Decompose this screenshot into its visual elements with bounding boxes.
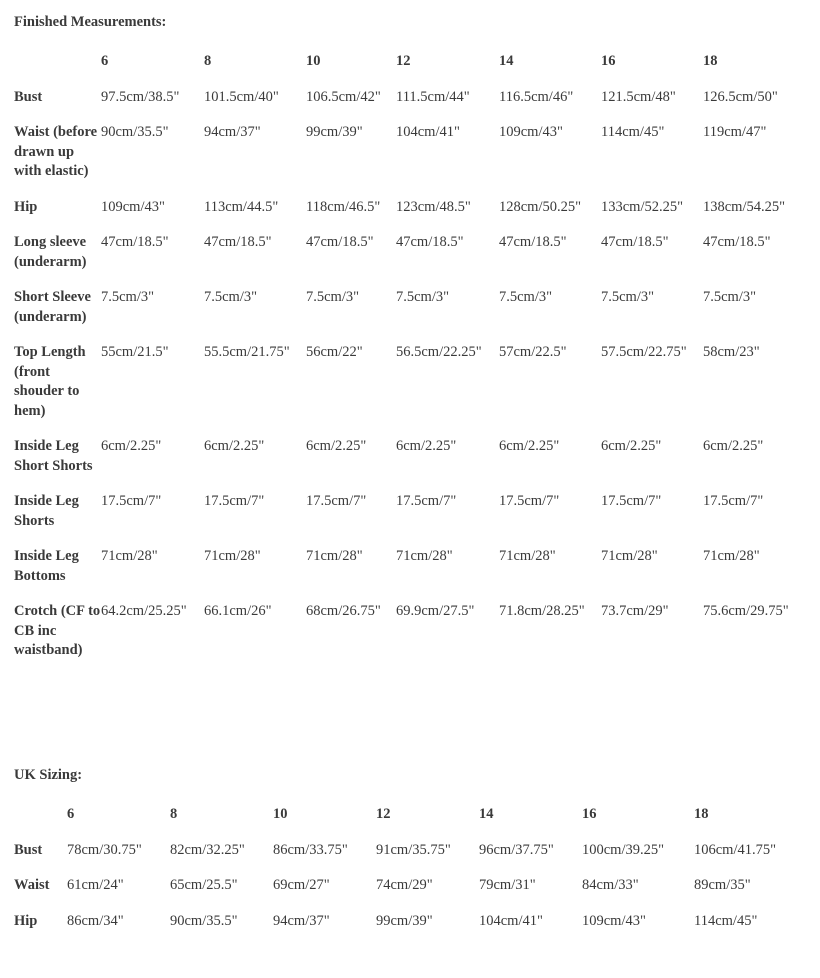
measurement-cell: 121.5cm/48" [601,88,676,105]
measurement-cell: 78cm/30.75" [67,841,142,858]
measurement-cell: 113cm/44.5" [204,198,279,215]
measurement-cell: 71.8cm/28.25" [499,603,585,619]
measurement-cell: 90cm/35.5" [101,124,169,140]
size-header: 12 [396,53,411,69]
size-header: 16 [582,806,597,822]
measurement-cell: 6cm/2.25" [204,438,265,454]
measurement-cell: 94cm/37" [204,124,261,140]
measurement-cell: 99cm/39" [376,912,433,929]
measurement-row [14,602,803,677]
measurement-cell: 104cm/41" [396,124,460,140]
row-label: Inside Leg Short Shorts [14,438,93,474]
row-label: Hip [14,198,38,215]
size-header: 6 [101,53,109,69]
measurement-cell: 55cm/21.5" [101,344,169,360]
measurement-cell: 71cm/28" [306,548,363,564]
measurement-cell: 97.5cm/38.5" [101,88,180,105]
measurement-cell: 17.5cm/7" [396,493,457,509]
measurement-cell: 17.5cm/7" [101,493,162,509]
measurement-cell: 47cm/18.5" [306,234,374,250]
row-label: Waist [14,877,50,893]
measurement-cell: 17.5cm/7" [306,493,367,509]
measurement-cell: 47cm/18.5" [101,234,169,250]
size-header: 12 [376,806,391,822]
measurement-cell: 100cm/39.25" [582,841,665,858]
measurement-cell: 57.5cm/22.75" [601,344,687,360]
measurement-cell: 69.9cm/27.5" [396,603,475,619]
measurement-cell: 116.5cm/46" [499,88,574,105]
measurement-cell: 17.5cm/7" [601,493,662,509]
measurement-cell: 109cm/43" [499,124,563,140]
measurement-cell: 47cm/18.5" [204,234,272,250]
measurement-cell: 61cm/24" [67,877,124,893]
measurement-cell: 74cm/29" [376,877,433,893]
size-header: 8 [170,806,178,822]
measurement-cell: 17.5cm/7" [499,493,560,509]
row-label: Bust [14,88,43,105]
uk-sizing-heading: UK Sizing: [14,767,83,783]
measurement-row [14,123,803,198]
measurement-cell: 82cm/32.25" [170,841,245,858]
measurement-cell: 57cm/22.5" [499,344,567,360]
measurement-row [14,343,803,437]
size-header: 10 [273,806,288,822]
finished-measurements-heading: Finished Measurements: [14,14,167,30]
measurement-cell: 55.5cm/21.75" [204,344,290,360]
measurement-row [14,876,794,912]
measurement-row [14,841,794,877]
size-header: 18 [694,806,709,822]
measurement-cell: 7.5cm/3" [499,289,553,305]
row-label: Waist (before drawn up with elastic) [14,124,98,179]
measurement-cell: 114cm/45" [694,912,758,929]
measurement-row [14,547,803,602]
measurement-cell: 6cm/2.25" [101,438,162,454]
measurement-cell: 47cm/18.5" [499,234,567,250]
measurement-cell: 47cm/18.5" [396,234,464,250]
measurement-cell: 133cm/52.25" [601,198,684,215]
measurement-cell: 99cm/39" [306,124,363,140]
measurement-cell: 7.5cm/3" [306,289,360,305]
measurement-cell: 128cm/50.25" [499,198,582,215]
measurement-cell: 94cm/37" [273,912,330,929]
measurement-cell: 7.5cm/3" [204,289,258,305]
measurement-cell: 71cm/28" [204,548,261,564]
measurement-cell: 6cm/2.25" [306,438,367,454]
measurement-cell: 17.5cm/7" [204,493,265,509]
finished-measurements-table [14,52,803,677]
measurement-cell: 68cm/26.75" [306,603,381,619]
measurement-cell: 109cm/43" [101,198,165,215]
measurement-cell: 56cm/22" [306,344,363,360]
row-label: Short Sleeve (underarm) [14,289,91,325]
measurement-cell: 58cm/23" [703,344,760,360]
measurement-cell: 109cm/43" [582,912,646,929]
row-label: Crotch (CF to CB inc waistband) [14,603,101,658]
row-label: Inside Leg Shorts [14,493,79,529]
measurement-cell: 90cm/35.5" [170,912,238,929]
measurement-row [14,88,803,124]
measurement-cell: 69cm/27" [273,877,330,893]
measurement-row [14,233,803,288]
measurement-cell: 114cm/45" [601,124,665,140]
measurement-cell: 7.5cm/3" [101,289,155,305]
measurement-cell: 79cm/31" [479,877,536,893]
size-header: 14 [479,806,494,822]
size-header: 18 [703,53,718,69]
measurement-cell: 111.5cm/44" [396,88,470,105]
measurement-row [14,912,794,948]
measurement-cell: 86cm/34" [67,912,124,929]
corner-cell [14,52,101,88]
row-label: Inside Leg Bottoms [14,548,79,584]
row-label: Hip [14,912,38,929]
measurement-cell: 17.5cm/7" [703,493,764,509]
measurement-cell: 91cm/35.75" [376,841,451,858]
size-header: 16 [601,53,616,69]
measurement-cell: 6cm/2.25" [396,438,457,454]
measurement-row [14,437,803,492]
size-header: 6 [67,806,75,822]
size-header-row [14,805,794,841]
measurement-cell: 119cm/47" [703,124,767,140]
measurement-cell: 96cm/37.75" [479,841,554,858]
row-label: Top Length (front shouder to hem) [14,344,86,419]
measurement-cell: 56.5cm/22.25" [396,344,482,360]
measurement-cell: 73.7cm/29" [601,603,669,619]
uk-sizing-table [14,805,794,947]
size-header: 10 [306,53,321,69]
row-label: Bust [14,841,43,858]
size-header: 8 [204,53,212,69]
measurement-cell: 106cm/41.75" [694,841,777,858]
measurement-cell: 7.5cm/3" [601,289,655,305]
measurement-cell: 138cm/54.25" [703,198,786,215]
measurement-cell: 75.6cm/29.75" [703,603,789,619]
measurement-cell: 71cm/28" [396,548,453,564]
measurement-cell: 71cm/28" [601,548,658,564]
measurement-cell: 101.5cm/40" [204,88,279,105]
measurement-row [14,492,803,547]
measurement-cell: 86cm/33.75" [273,841,348,858]
measurement-cell: 47cm/18.5" [703,234,771,250]
measurement-cell: 118cm/46.5" [306,198,381,215]
measurement-cell: 6cm/2.25" [601,438,662,454]
measurement-cell: 89cm/35" [694,877,751,893]
measurement-cell: 104cm/41" [479,912,543,929]
measurement-row [14,198,803,234]
measurement-cell: 64.2cm/25.25" [101,603,187,619]
measurement-cell: 66.1cm/26" [204,603,272,619]
measurement-cell: 47cm/18.5" [601,234,669,250]
row-label: Long sleeve (underarm) [14,234,87,270]
size-header-row [14,52,803,88]
measurement-cell: 7.5cm/3" [396,289,450,305]
measurement-cell: 6cm/2.25" [703,438,764,454]
measurement-cell: 123cm/48.5" [396,198,471,215]
measurement-cell: 126.5cm/50" [703,88,778,105]
measurement-cell: 71cm/28" [499,548,556,564]
measurement-cell: 65cm/25.5" [170,877,238,893]
measurement-cell: 84cm/33" [582,877,639,893]
measurement-cell: 7.5cm/3" [703,289,757,305]
measurement-cell: 6cm/2.25" [499,438,560,454]
size-header: 14 [499,53,514,69]
corner-cell [14,805,67,841]
measurement-cell: 71cm/28" [703,548,760,564]
measurement-cell: 71cm/28" [101,548,158,564]
measurement-row [14,288,803,343]
measurement-cell: 106.5cm/42" [306,88,381,105]
